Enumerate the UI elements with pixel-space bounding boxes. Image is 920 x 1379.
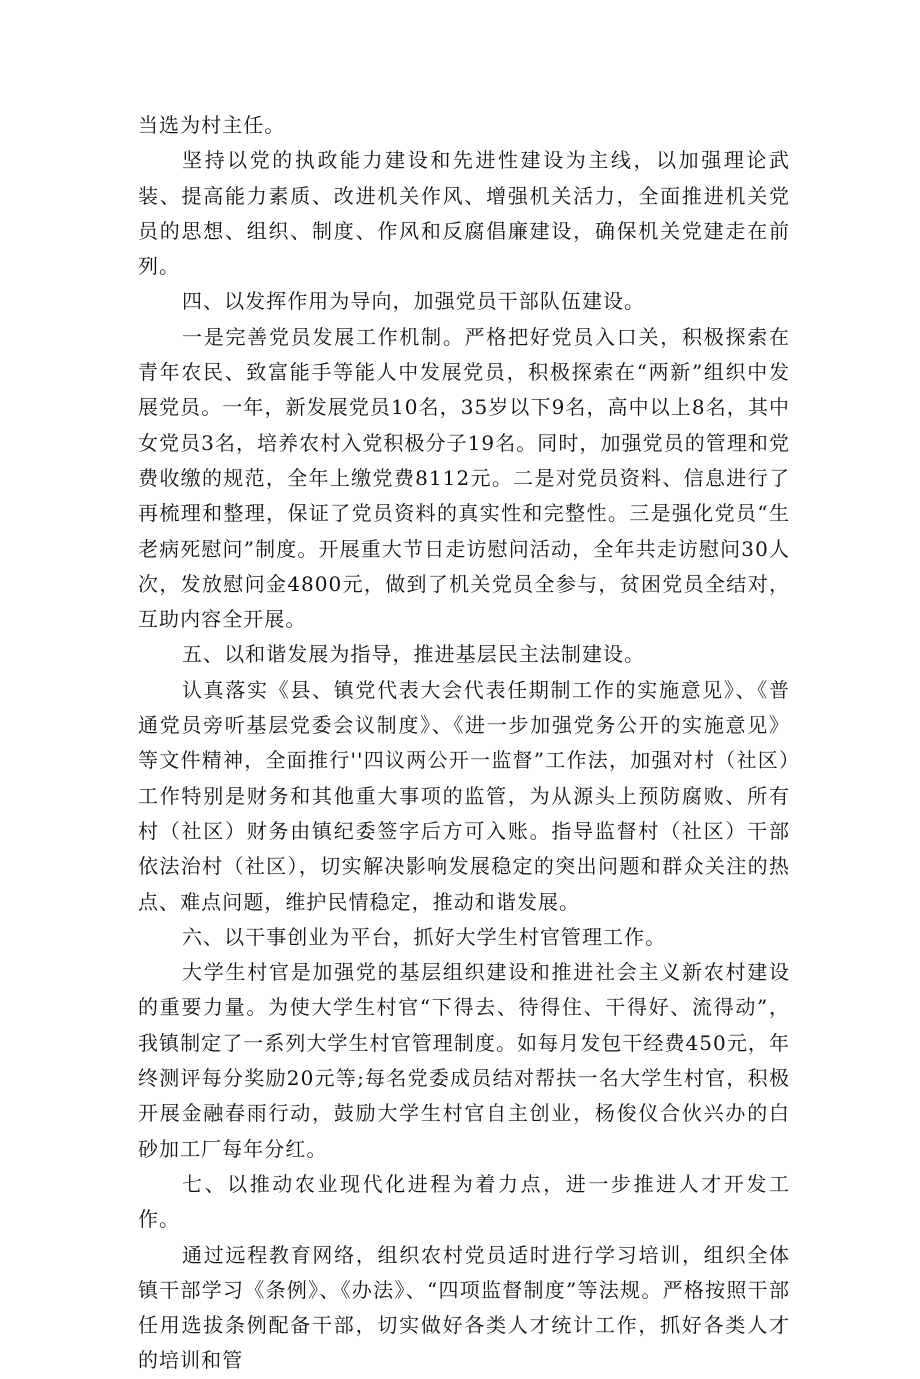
paragraph-democracy-legal: 认真落实《县、镇党代表大会代表任期制工作的实施意见》、《普通党员旁听基层党委会议制度》、《进一步加强党务公开的实施意见》等文件精神，全面推行''四议两公开一监督”工作法，加强对村（社区）工作特别是财务和其他重大事项的监管，为从源头上预防腐败、所有村（社区）财务由镇纪委签字后方可入账。指导监督村（社区）干部依法治村（社区），切实解决影响发展稳定的突出问题和群众关注的热点、难点问题，维护民情稳定，推动和谐发展。: [138, 677, 790, 914]
paragraph-continuation: 当选为村主任。: [138, 113, 286, 137]
section-heading-4: 四、以发挥作用为导向，加强党员干部队伍建设。: [182, 289, 646, 314]
paragraph-party-building: 坚持以党的执政能力建设和先进性建设为主线，以加强理论武装、提高能力素质、改进机关作风、增强机关活力，全面推进机关党员的思想、组织、制度、作风和反腐倡廉建设，确保机关党建走在前列。: [138, 148, 790, 279]
section-heading-6: 六、以干事创业为平台，抓好大学生村官管理工作。: [182, 924, 667, 949]
section-heading-7: 七、以推动农业现代化进程为着力点，进一步推进人才开发工作。: [138, 1171, 790, 1232]
section-heading-5: 五、以和谐发展为指导，推进基层民主法制建设。: [182, 642, 646, 667]
document-page: [138, 108, 790, 1379]
paragraph-talent-development: 通过远程教育网络，组织农村党员适时进行学习培训，组织全体镇干部学习《条例》、《办法》、“四项监督制度”等法规。严格按照干部任用选拔条例配备干部，切实做好各类人才统计工作，抓好各类人才的培训和管: [138, 1242, 790, 1373]
paragraph-member-development: 一是完善党员发展工作机制。严格把好党员入口关，积极探索在青年农民、致富能手等能人中发展党员，积极探索在“两新”组织中发展党员。一年，新发展党员10名，35岁以下9名，高中以上8名，其中女党员3名，培养农村入党积极分子19名。同时，加强党员的管理和党费收缴的规范，全年上缴党费8112元。二是对党员资料、信息进行了再梳理和整理，保证了党员资料的真实性和完整性。三是强化党员“生老病死慰问”制度。开展重大节日走访慰问活动，全年共走访慰问30人次，发放慰问金4800元，做到了机关党员全参与，贫困党员全结对，互助内容全开展。: [138, 324, 790, 632]
paragraph-village-officials: 大学生村官是加强党的基层组织建设和推进社会主义新农村建设的重要力量。为使大学生村官“下得去、待得住、干得好、流得动”，我镇制定了一系列大学生村官管理制度。如每月发包干经费450元，年终测评每分奖励20元等;每名党委成员结对帮扶一名大学生村官，积极开展金融春雨行动，鼓励大学生村官自主创业，杨俊仪合伙兴办的白砂加工厂每年分红。: [138, 960, 790, 1161]
